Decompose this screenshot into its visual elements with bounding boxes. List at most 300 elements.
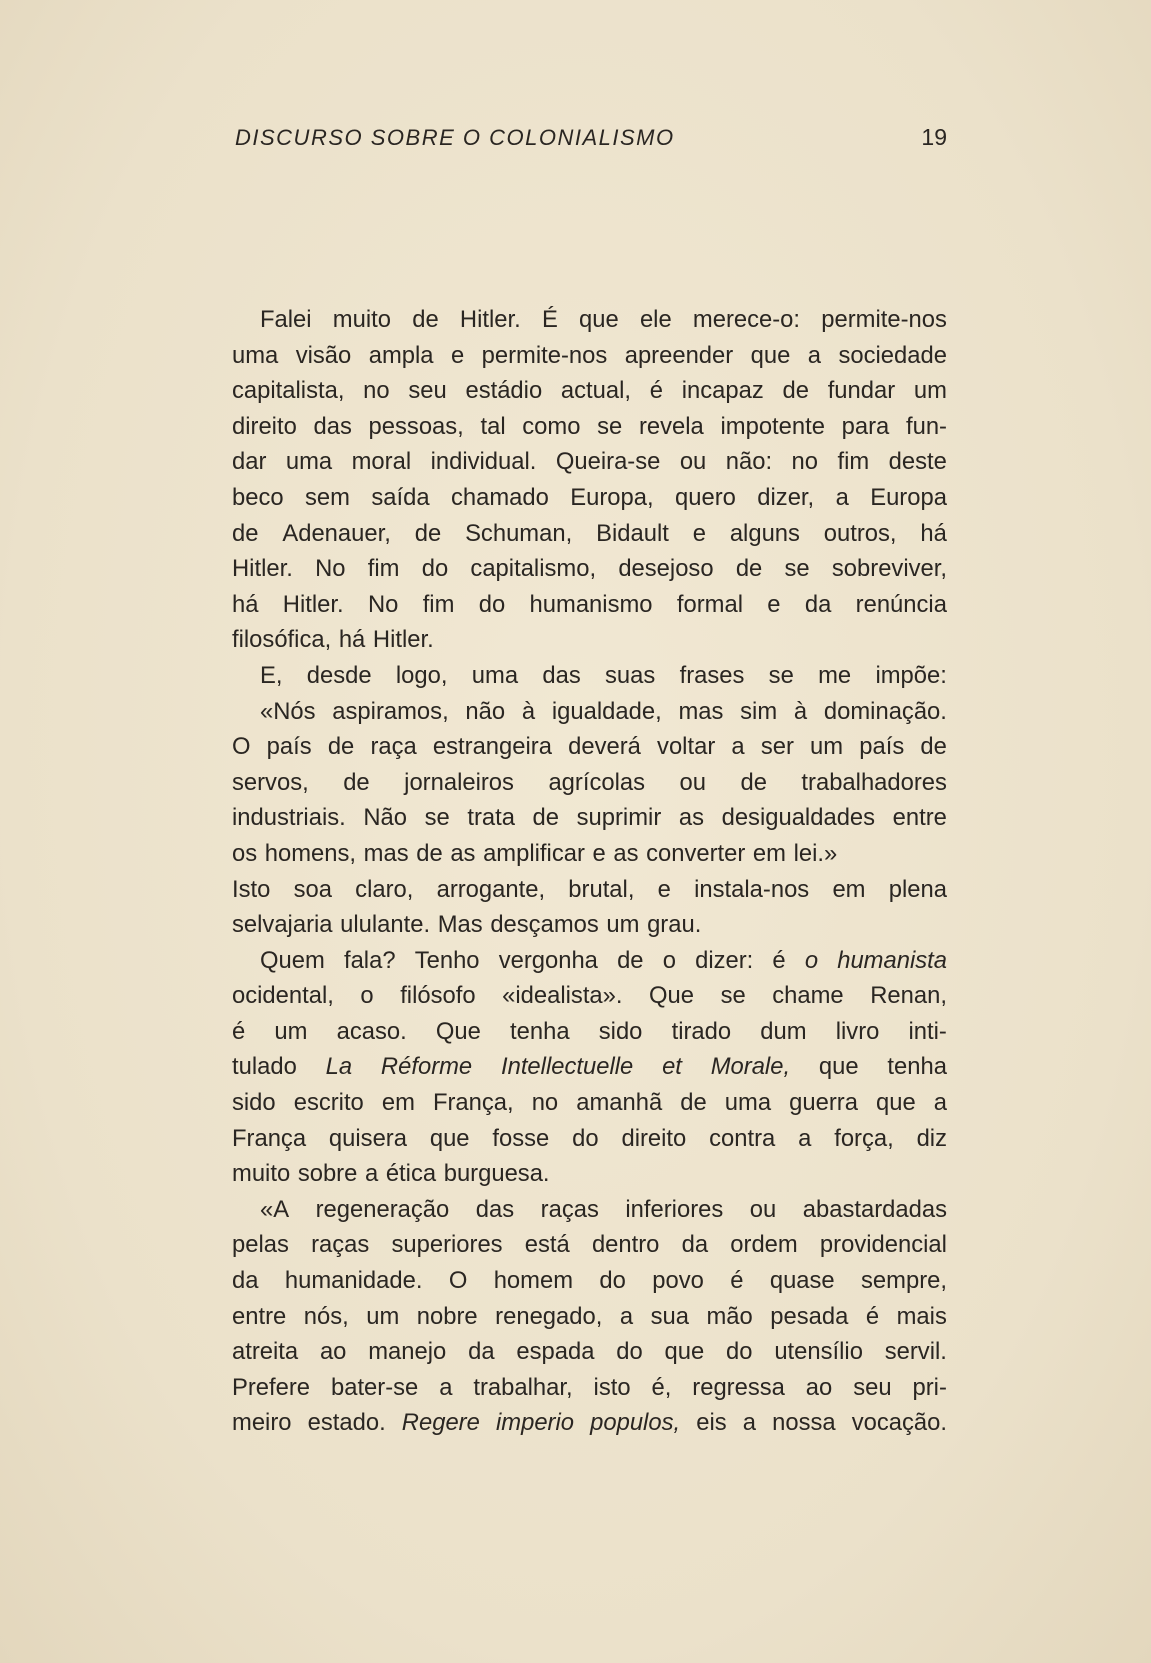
word: manejo [368, 1338, 447, 1366]
word: fim [367, 555, 400, 583]
word: é [649, 377, 664, 405]
word: e [767, 590, 781, 618]
word: mas [678, 697, 724, 725]
word: burguesa. [443, 1160, 550, 1188]
running-title: DISCURSO SOBRE O COLONIALISMO [235, 125, 675, 150]
word: direito [232, 412, 297, 440]
word: atreita [232, 1338, 299, 1366]
word: uma [724, 1089, 772, 1117]
word: mão [706, 1302, 753, 1330]
word: não [465, 697, 506, 725]
word: a [798, 1124, 812, 1152]
text-line [232, 658, 947, 694]
word: Renan, [870, 982, 947, 1010]
word: espada [516, 1338, 595, 1366]
word: as [450, 839, 476, 867]
text-line [232, 943, 947, 979]
word: e [592, 839, 606, 867]
word: ou [679, 448, 707, 476]
word: é, [651, 1373, 672, 1401]
word: das [475, 1195, 515, 1223]
word: estado. [307, 1409, 386, 1437]
word: chame [772, 982, 844, 1010]
word: humanismo [529, 590, 653, 618]
word: «idealista». [502, 982, 623, 1010]
word: há [232, 590, 259, 618]
text-line [232, 1085, 947, 1121]
word: estrangeira [432, 733, 552, 761]
text-line [232, 765, 947, 801]
word: vocação. [851, 1409, 947, 1437]
word: No [315, 555, 346, 583]
word: França, [432, 1089, 514, 1117]
word: Adenauer, [282, 519, 391, 547]
word: vergonha [498, 946, 598, 974]
word: de [735, 555, 763, 583]
word: se [424, 804, 450, 832]
word: pri- [912, 1373, 947, 1401]
word: ética [385, 1160, 437, 1188]
text-line [232, 694, 947, 730]
word: direito [621, 1124, 687, 1152]
word: um [810, 733, 844, 761]
word: a [731, 733, 745, 761]
word: está [524, 1231, 570, 1259]
word: «A [260, 1195, 290, 1223]
word: estádio [465, 377, 543, 405]
word: selvajaria [232, 911, 333, 939]
word: um [274, 1017, 308, 1045]
word: renúncia [855, 590, 947, 618]
text-line [232, 551, 947, 587]
word: outros, [823, 519, 897, 547]
word: ele [639, 306, 672, 333]
word: imperio [495, 1409, 574, 1437]
word: contra [709, 1124, 776, 1152]
word: isto [593, 1373, 631, 1401]
word: das [542, 661, 581, 689]
word: pesada [770, 1302, 849, 1330]
word: Europa, [570, 483, 654, 511]
word: grau. [647, 911, 702, 939]
word: tulado [232, 1053, 297, 1081]
word: logo, [395, 661, 448, 689]
text-line [232, 1263, 947, 1299]
word: saída [371, 483, 430, 511]
text-line [232, 1370, 947, 1406]
word: mas [363, 839, 409, 867]
word: do [616, 1338, 643, 1366]
word: Tenho [414, 946, 480, 974]
word: acaso. [336, 1017, 407, 1045]
word: Bidault [596, 519, 669, 547]
word: no [791, 448, 819, 476]
word: me [818, 661, 852, 689]
page-number: 19 [921, 124, 947, 150]
word: da [468, 1338, 495, 1366]
word: quase [769, 1267, 835, 1295]
word: diz [916, 1124, 947, 1152]
word: impotente [720, 412, 825, 440]
text-line [232, 1405, 947, 1441]
word: deverá [568, 733, 641, 761]
word: de [920, 733, 947, 761]
word: dominação. [823, 697, 947, 725]
word: que [750, 341, 791, 369]
word: Intellectuelle [500, 1053, 634, 1081]
text-line [232, 373, 947, 409]
word: Que [649, 982, 695, 1010]
word: E, [260, 661, 283, 689]
word: da [681, 1231, 709, 1259]
word: sobreviver, [831, 555, 947, 583]
word: jornaleiros [404, 768, 514, 796]
word: fun- [905, 412, 947, 440]
word: para [841, 412, 890, 440]
text-line [232, 338, 947, 374]
word: ululante. [340, 911, 431, 939]
text-line [232, 622, 947, 658]
word: trabalhadores [801, 768, 947, 796]
word: suprimir [576, 804, 662, 832]
word: seu [853, 1373, 892, 1401]
word: O [448, 1267, 468, 1295]
word: filosófica, [232, 626, 332, 654]
word: no [531, 1089, 559, 1117]
word: sido [598, 1017, 643, 1045]
text-line [232, 480, 947, 516]
word: à [793, 697, 808, 725]
word: do [478, 590, 506, 618]
word: tirado [671, 1017, 732, 1045]
word: formal [676, 590, 743, 618]
word: ou [749, 1195, 777, 1223]
word: da [232, 1267, 259, 1295]
word: pessoas, [368, 412, 464, 440]
word: No [367, 590, 399, 618]
text-line [232, 587, 947, 623]
word: quisera [328, 1124, 407, 1152]
word: raças [540, 1195, 599, 1223]
word: há [338, 626, 366, 654]
word: populos, [590, 1409, 681, 1437]
word: é [232, 1017, 246, 1045]
word: e [692, 519, 706, 547]
word: providencial [819, 1231, 947, 1259]
word: Falei [260, 306, 312, 333]
word: lei.» [793, 839, 838, 867]
word: de [740, 768, 767, 796]
word: da [804, 590, 832, 618]
text-line [232, 409, 947, 445]
word: instala-nos [694, 875, 810, 903]
word: uma [471, 661, 519, 689]
word: sem [305, 483, 350, 511]
word: sociedade [838, 341, 947, 369]
word: Hitler. [459, 306, 521, 333]
word: Hitler. [232, 555, 293, 583]
word: ou [679, 768, 706, 796]
word: o [360, 982, 374, 1010]
word: o [804, 946, 819, 974]
word: chamado [450, 483, 549, 511]
word: revela [638, 412, 704, 440]
word: permite-nos [481, 341, 608, 369]
word: se [784, 555, 810, 583]
word: uma [285, 448, 333, 476]
word: se [720, 982, 746, 1010]
word: do [599, 1267, 626, 1295]
word: pelas [232, 1231, 289, 1259]
word: de [416, 839, 443, 867]
word: trata [467, 804, 515, 832]
word: fala? [343, 946, 396, 974]
word: Que [435, 1017, 481, 1045]
word: em [381, 1089, 415, 1117]
word: entre [892, 804, 947, 832]
word: as [613, 839, 639, 867]
text-line [232, 302, 947, 338]
word: um [913, 377, 947, 405]
word: a [742, 1409, 756, 1437]
word: Quem [260, 946, 325, 974]
word: povo [652, 1267, 704, 1295]
word: Morale, [710, 1053, 791, 1081]
word: capitalismo, [470, 555, 597, 583]
word: há [920, 519, 947, 547]
word: tenha [887, 1053, 947, 1081]
word: guerra [789, 1089, 858, 1117]
word: humanista [837, 946, 947, 974]
body-text [232, 302, 947, 1441]
word: fim [837, 448, 870, 476]
word: amplificar [483, 839, 585, 867]
word: a [364, 1160, 379, 1188]
word: que [664, 1338, 705, 1366]
word: um [366, 1302, 400, 1330]
word: beco [232, 483, 284, 511]
word: industriais. [232, 804, 346, 832]
word: os [232, 839, 258, 867]
text-line [232, 1192, 947, 1228]
word: força, [834, 1124, 894, 1152]
text-line [232, 872, 947, 908]
word: de [232, 519, 259, 547]
word: É [541, 306, 558, 333]
word: servos, [232, 768, 309, 796]
word: et [662, 1053, 682, 1081]
word: abastardadas [802, 1195, 947, 1223]
text-line [232, 1227, 947, 1263]
word: impõe: [875, 661, 947, 689]
word: do [421, 555, 449, 583]
word: desigualdades [721, 804, 876, 832]
word: capitalista, [232, 377, 345, 405]
word: desde [306, 661, 372, 689]
text-line [232, 1014, 947, 1050]
word: Hitler. [282, 590, 344, 618]
word: servil. [884, 1338, 947, 1366]
word: brutal, [568, 875, 635, 903]
word: livro [835, 1017, 880, 1045]
text-line [232, 978, 947, 1014]
word: a [807, 341, 822, 369]
word: se [597, 412, 623, 440]
word: raças [311, 1231, 370, 1259]
word: ocidental, [232, 982, 334, 1010]
word: dar [232, 448, 267, 476]
word: e [450, 341, 465, 369]
word: Réforme [380, 1053, 473, 1081]
word: em [832, 875, 866, 903]
word: visão [295, 341, 352, 369]
word: de [782, 377, 809, 405]
word: país [266, 733, 312, 761]
text-line [232, 1299, 947, 1335]
word: não: [725, 448, 773, 476]
text-line [232, 907, 947, 943]
word: de [617, 946, 644, 974]
word: França [232, 1124, 307, 1152]
word: mais [896, 1302, 947, 1330]
word: dentro [591, 1231, 660, 1259]
word: Schuman, [465, 519, 573, 547]
word: Regere [401, 1409, 480, 1437]
running-head [235, 124, 947, 151]
word: individual. [430, 448, 537, 476]
word: converter [646, 839, 746, 867]
word: dizer, [757, 483, 815, 511]
word: de [414, 519, 442, 547]
word: em [752, 839, 786, 867]
word: à [521, 697, 536, 725]
word: como [522, 412, 581, 440]
word: a [835, 483, 849, 511]
word: muito [332, 306, 391, 333]
word: o [662, 946, 676, 974]
word: ser [760, 733, 794, 761]
word: dum [760, 1017, 807, 1045]
word: amanhã [576, 1089, 663, 1117]
text-line [232, 1121, 947, 1157]
word: suas [605, 661, 656, 689]
word: eis [696, 1409, 727, 1437]
word: bater-se [330, 1373, 419, 1401]
word: igualdade, [551, 697, 662, 725]
word: plena [888, 875, 947, 903]
word: humanidade. [284, 1267, 423, 1295]
word: actual, [560, 377, 632, 405]
word: tenha [510, 1017, 570, 1045]
word: merece-o: [692, 306, 801, 333]
word: sim [740, 697, 778, 725]
word: a [933, 1089, 947, 1117]
word: tal [480, 412, 506, 440]
word: permite-nos [821, 306, 947, 333]
word: de [412, 306, 439, 333]
word: é [865, 1302, 880, 1330]
word: nossa [772, 1409, 836, 1437]
text-line [232, 729, 947, 765]
word: de [343, 768, 370, 796]
word: arrogante, [436, 875, 546, 903]
word: a [619, 1302, 634, 1330]
word: que [818, 1053, 859, 1081]
word: sobre [297, 1160, 358, 1188]
word: trabalhar, [473, 1373, 573, 1401]
word: escrito [293, 1089, 364, 1117]
word: um [606, 911, 640, 939]
word: ordem [730, 1231, 798, 1259]
word: nós, [303, 1302, 349, 1330]
word: Europa [870, 483, 947, 511]
word: fim [422, 590, 455, 618]
text-line [232, 1334, 947, 1370]
word: raça [370, 733, 417, 761]
word: desçamos [490, 911, 599, 939]
word: é [730, 1267, 744, 1295]
word: deste [888, 448, 947, 476]
word: que [429, 1124, 470, 1152]
word: seu [408, 377, 447, 405]
word: regressa [692, 1373, 785, 1401]
text-line [232, 1049, 947, 1085]
word: La [325, 1053, 353, 1081]
word: sempre, [861, 1267, 947, 1295]
word: «Nós [260, 697, 316, 725]
word: muito [232, 1160, 291, 1188]
word: alguns [729, 519, 800, 547]
word: é [772, 946, 786, 974]
word: no [363, 377, 390, 405]
word: homem [493, 1267, 574, 1295]
word: renegado, [495, 1302, 603, 1330]
word: dizer: [695, 946, 754, 974]
word: ampla [368, 341, 434, 369]
word: utensílio [774, 1338, 863, 1366]
word: moral [351, 448, 412, 476]
word: meiro [232, 1409, 292, 1437]
word: das [313, 412, 352, 440]
word: de [532, 804, 560, 832]
word: uma [232, 341, 279, 369]
text-line [232, 1156, 947, 1192]
word: Mas [437, 911, 483, 939]
word: fundar [827, 377, 896, 405]
word: O [232, 733, 251, 761]
word: claro, [355, 875, 414, 903]
word: Não [363, 804, 407, 832]
word: de [327, 733, 355, 761]
word: inti- [908, 1017, 947, 1045]
word: regeneração [315, 1195, 450, 1223]
word: desejoso [618, 555, 714, 583]
word: fosse [492, 1124, 550, 1152]
text-line [232, 800, 947, 836]
word: filósofo [400, 982, 476, 1010]
word: que [875, 1089, 916, 1117]
word: do [726, 1338, 753, 1366]
word: país [859, 733, 905, 761]
word: Isto [232, 875, 271, 903]
word: sido [232, 1089, 276, 1117]
word: incapaz [681, 377, 764, 405]
word: homens, [264, 839, 357, 867]
word: e [657, 875, 671, 903]
word: aspiramos, [332, 697, 449, 725]
word: inferiores [625, 1195, 724, 1223]
text-line [232, 836, 947, 872]
